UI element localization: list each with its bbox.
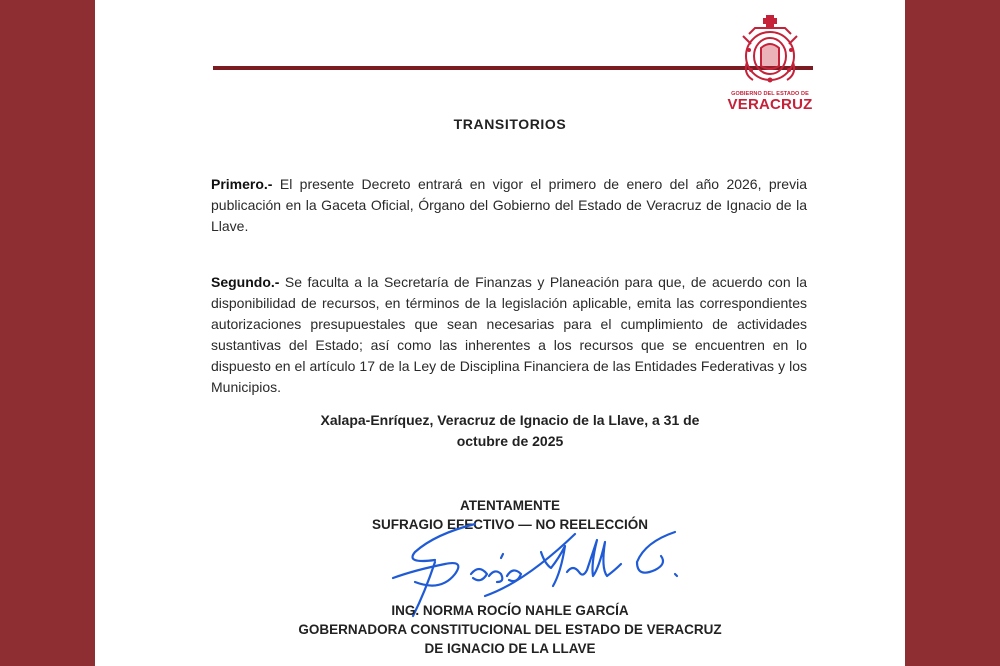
article-label: Segundo.- [211,274,280,290]
signatory-name: ING. NORMA ROCÍO NAHLE GARCÍA [391,603,629,618]
signatory-title: GOBERNADORA CONSTITUCIONAL DEL ESTADO DE VERACRUZ [298,622,722,637]
right-border [905,0,1000,666]
place-date [95,410,925,452]
closing-atentamente: ATENTAMENTE [460,498,560,513]
article-primero [211,174,807,237]
article-text: El presente Decreto entrará en vigor el primero de enero del año 2026, previa publicación en la Gaceta Oficial, Órgano del Gobierno del Estado de Veracruz de Ignacio de la Llave. [211,176,807,234]
veracruz-logo [725,14,815,114]
article-segundo [211,272,807,398]
signatory-title-cont: DE IGNACIO DE LA LLAVE [424,641,596,656]
section-title: TRANSITORIOS [453,116,567,132]
logo-caption: GOBIERNO DEL ESTADO DE [731,91,809,97]
place-line: Xalapa-Enríquez, Veracruz de Ignacio de la Llave, a 31 de [320,412,700,428]
date-line: octubre de 2025 [456,433,564,449]
signatory-block [95,601,925,658]
left-border [0,0,95,666]
coat-of-arms-icon [739,14,801,86]
article-text: Se faculta a la Secretaría de Finanzas y Planeación para que, de acuerdo con la disponibilidad de recursos, en términos de la legislación aplicable, emita las correspondientes autorizaciones presupuestales que sean necesarias para el cumplimiento de actividades sustantivas del Estado; así como las inherentes a los recursos que se encuentren en lo dispuesto en el artículo 17 de la Ley de Disciplina Financiera de las Entidades Federativas y los Municipios. [211,274,807,395]
article-label: Primero.- [211,176,273,192]
document-page [95,0,905,666]
closing-motto: SUFRAGIO EFECTIVO — NO REELECCIÓN [371,517,649,532]
header-rule [213,66,813,70]
logo-wordmark: VERACRUZ [727,96,813,113]
